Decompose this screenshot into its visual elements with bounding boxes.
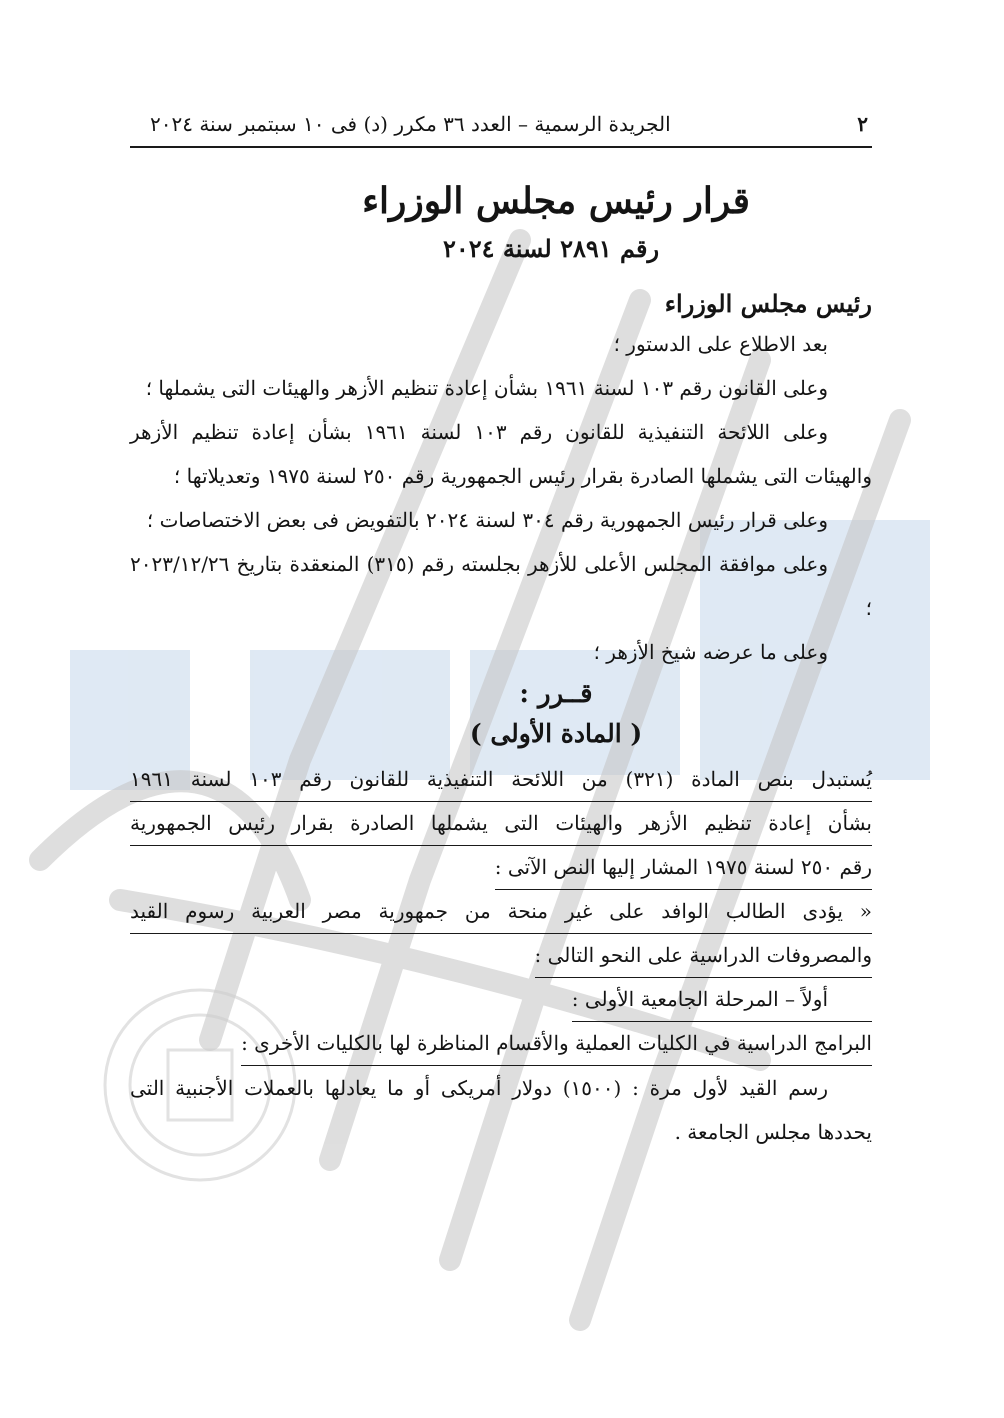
article-title: ( المادة الأولى ) xyxy=(469,718,643,748)
decree-title: قرار رئيس مجلس الوزراء xyxy=(362,180,750,222)
preamble-clause: بعد الاطلاع على الدستور ؛ xyxy=(613,331,828,356)
article-line: أولاً – المرحلة الجامعية الأولى : xyxy=(572,978,872,1022)
article-line: بشأن إعادة تنظيم الأزهر والهيئات التى يشملها الصادرة بقرار رئيس الجمهورية xyxy=(130,802,872,846)
article-line-wrap xyxy=(130,1022,872,1066)
gazette-page xyxy=(130,112,872,1154)
issuer-heading: رئيس مجلس الوزراء xyxy=(664,288,872,318)
fee-paragraph: رسم القيد لأول مرة : (١٥٠٠) دولار أمريكى أو ما يعادلها بالعملات الأجنبية التى يحددها مجلس الجامعة . xyxy=(130,1075,872,1144)
preamble-clause: وعلى موافقة المجلس الأعلى للأزهر بجلسته رقم (٣١٥) المنعقدة بتاريخ ٢٠٢٣/١٢/٢٦ ؛ xyxy=(130,551,872,620)
running-header xyxy=(130,112,872,148)
article-line: البرامج الدراسية في الكليات العملية والأقسام المناظرة لها بالكليات الأخرى : xyxy=(241,1022,872,1066)
article-line: والمصروفات الدراسية على النحو التالى : xyxy=(535,934,873,978)
article-line: يُستبدل بنص المادة (٣٢١) من اللائحة التنفيذية للقانون رقم ١٠٣ لسنة ١٩٦١ xyxy=(130,758,872,802)
article-line-wrap xyxy=(130,934,872,978)
article-line: « يؤدى الطالب الوافد على غير منحة من جمهورية مصر العربية رسوم القيد xyxy=(130,890,872,934)
preamble-clause: وعلى القانون رقم ١٠٣ لسنة ١٩٦١ بشأن إعادة تنظيم الأزهر والهيئات التى يشملها ؛ xyxy=(145,375,828,400)
article-line-wrap xyxy=(130,978,872,1022)
preamble-clause: وعلى ما عرضه شيخ الأزهر ؛ xyxy=(593,639,828,664)
decreed-label: قــرر : xyxy=(519,678,593,709)
preamble-clause: وعلى قرار رئيس الجمهورية رقم ٣٠٤ لسنة ٢٠٢٤ بالتفويض فى بعض الاختصاصات ؛ xyxy=(146,507,828,532)
decree-number: رقم ٢٨٩١ لسنة ٢٠٢٤ xyxy=(442,233,660,263)
article-line-wrap xyxy=(130,846,872,890)
article-line: رقم ٢٥٠ لسنة ١٩٧٥ المشار إليها النص الآتى : xyxy=(495,846,872,890)
preamble-clause: وعلى اللائحة التنفيذية للقانون رقم ١٠٣ لسنة ١٩٦١ بشأن إعادة تنظيم الأزهر والهيئات التى يشملها الصادرة بقرار رئيس الجمهورية رقم ٢٥٠ لسنة ١٩٧٥ وتعديلاتها ؛ xyxy=(130,419,872,488)
running-title: الجريدة الرسمية – العدد ٣٦ مكرر (د) فى ١٠ سبتمبر سنة ٢٠٢٤ xyxy=(150,112,671,136)
page-number: ٢ xyxy=(857,112,868,136)
